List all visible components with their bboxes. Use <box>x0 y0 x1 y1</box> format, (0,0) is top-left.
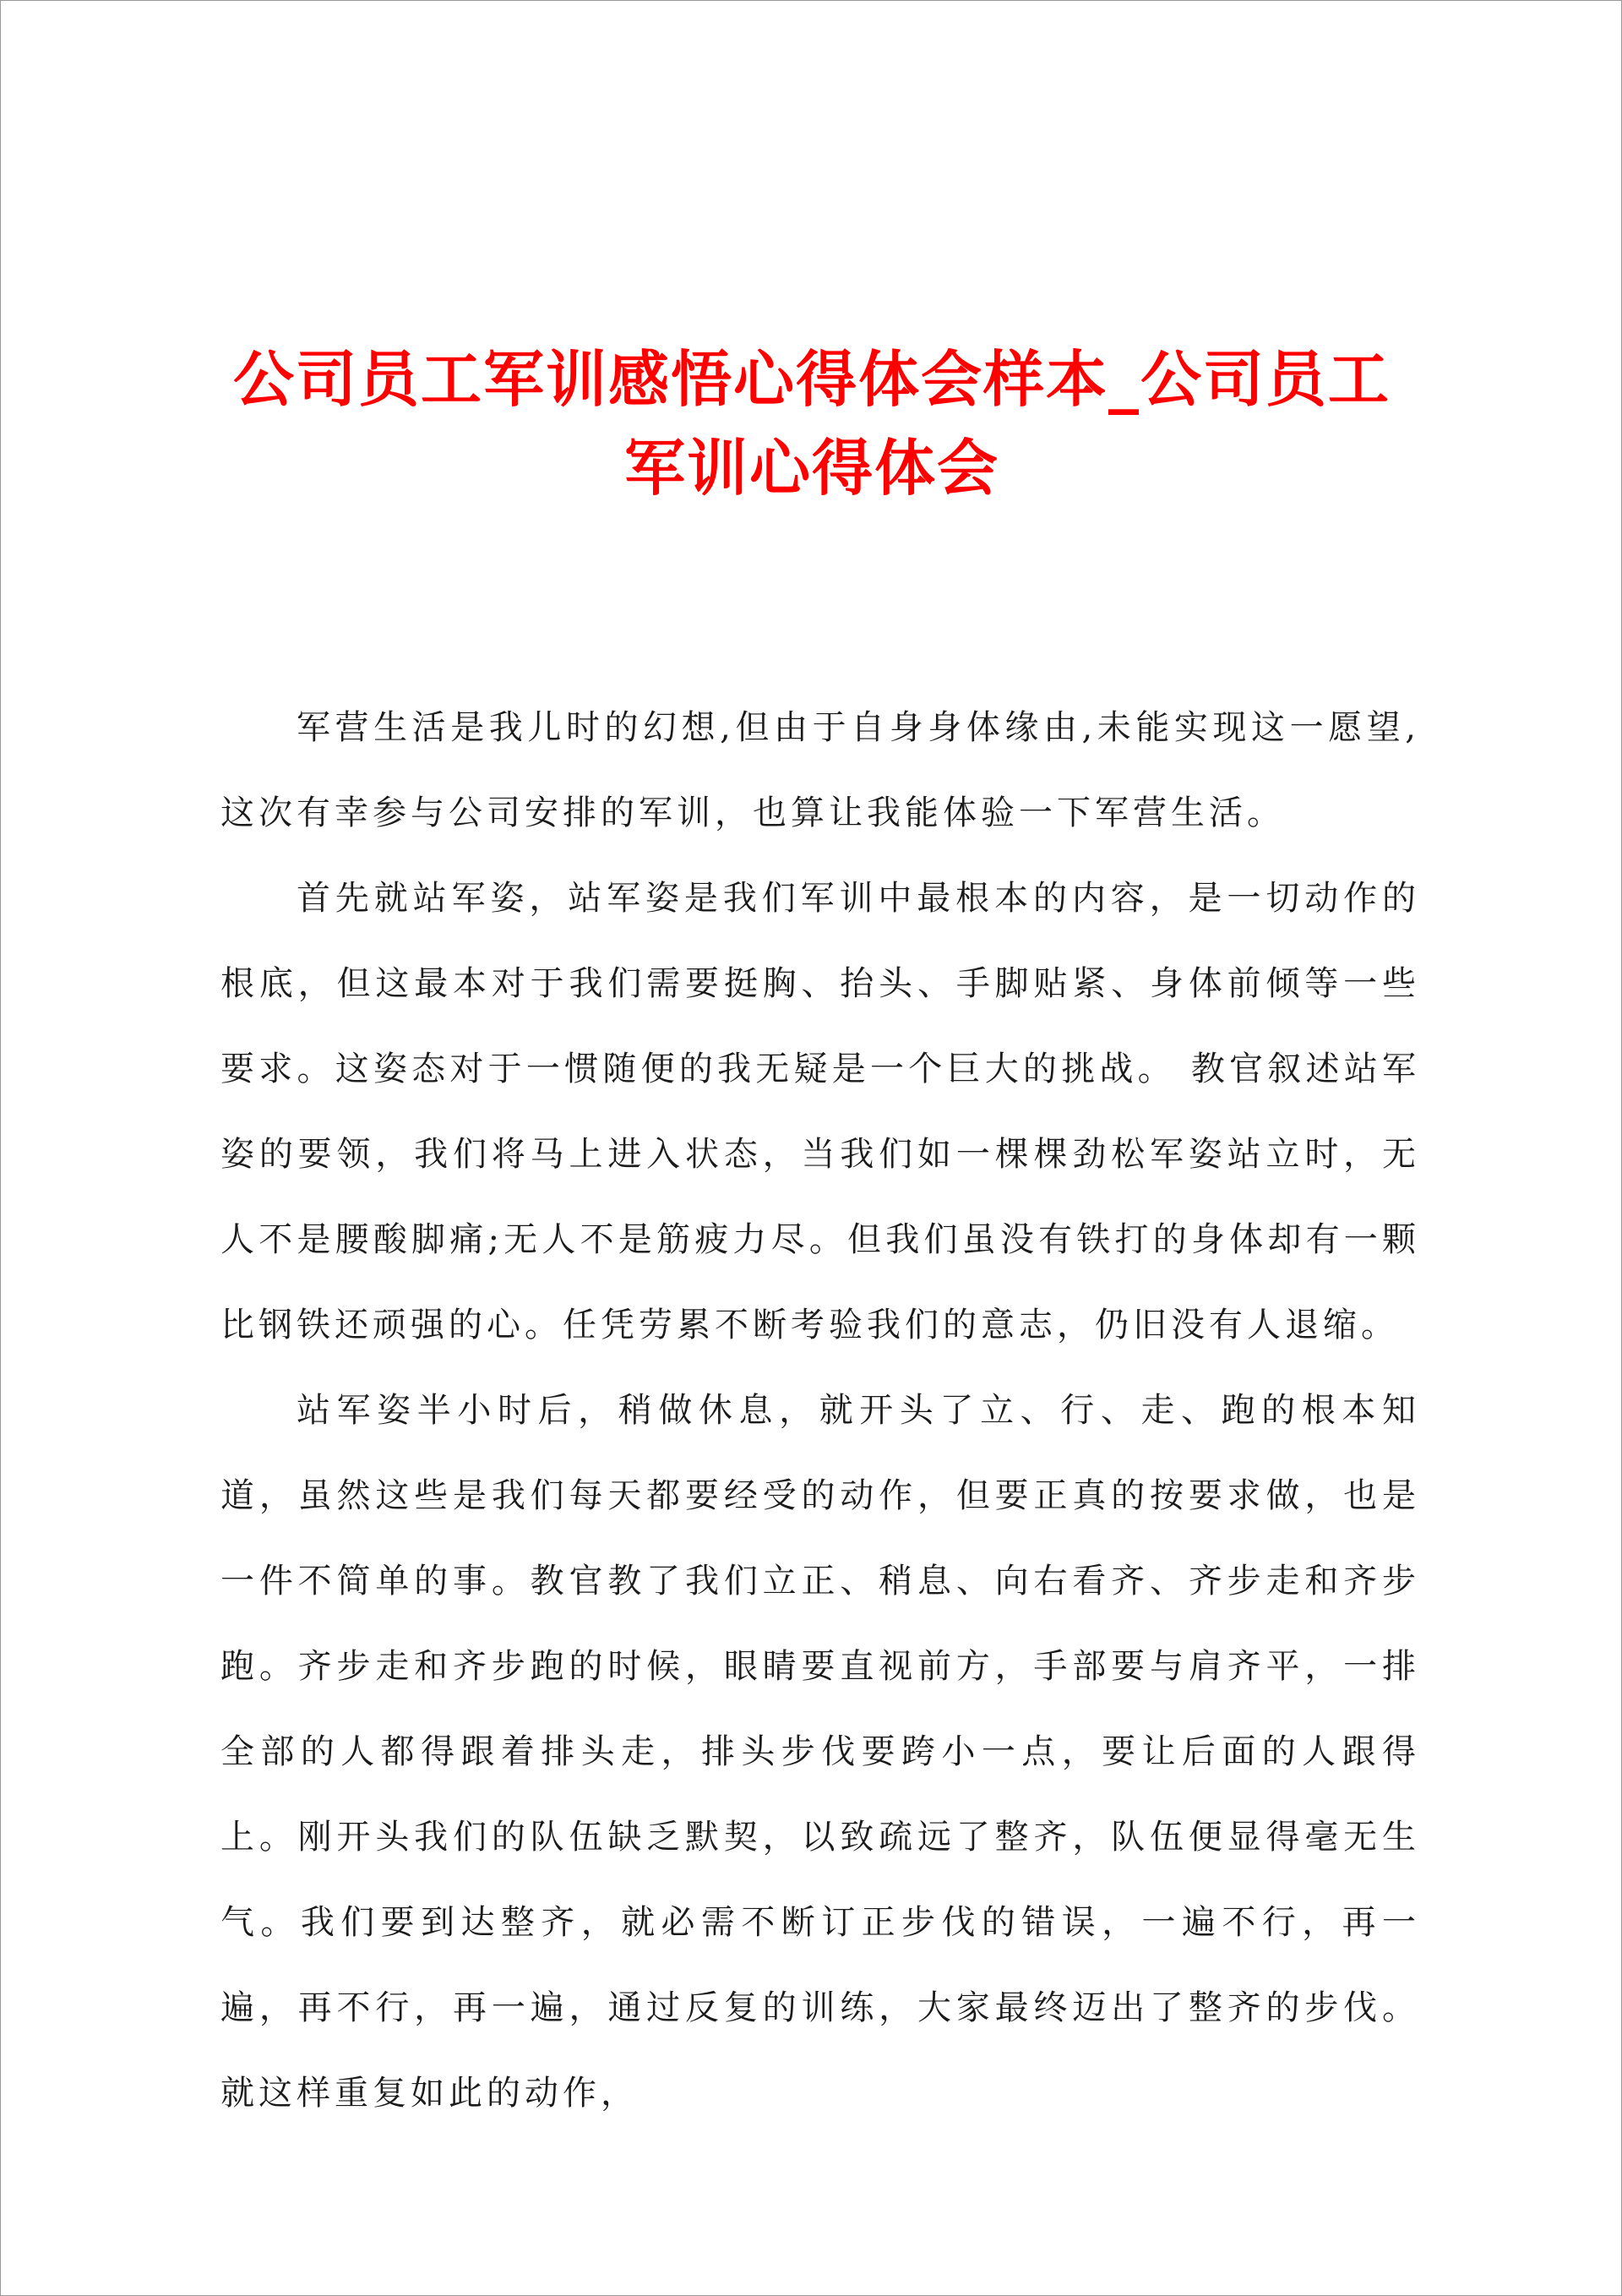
document-title: 公司员工军训感悟心得体会样本_公司员工军训心得体会 <box>232 343 1391 504</box>
document-body <box>220 685 1420 2136</box>
paragraph: 军营生活是我儿时的幻想,但由于自身身体缘由,未能实现这一愿望,这次有幸参与公司安排的军训，也算让我能体验一下军营生活。 <box>220 708 1420 832</box>
paragraph: 首先就站军姿，站军姿是我们军训中最根本的内容，是一切动作的根底，但这最本对于我们需要挺胸、抬头、手脚贴紧、身体前倾等一些要求。这姿态对于一惯随便的我无疑是一个巨大的挑战。 教官叙述站军姿的要领，我们将马上进入状态，当我们如一棵棵劲松军姿站立时，无人不是腰酸脚痛;无人不是筋疲力尽。但我们虽没有铁打的身体却有一颗比钢铁还顽强的心。任凭劳累不断考验我们的意志，仍旧没有人退缩。 <box>220 879 1420 1344</box>
paragraph: 站军姿半小时后，稍做休息，就开头了立、行、走、跑的根本知道，虽然这些是我们每天都要经受的动作，但要正真的按要求做，也是一件不简单的事。教官教了我们立正、稍息、向右看齐、齐步走和齐步跑。齐步走和齐步跑的时候，眼睛要直视前方，手部要与肩齐平，一排全部的人都得跟着排头走，排头步伐要跨小一点，要让后面的人跟得上。刚开头我们的队伍缺乏默契，以致疏远了整齐，队伍便显得毫无生气。我们要到达整齐，就必需不断订正步伐的错误，一遍不行，再一遍，再不行，再一遍，通过反复的训练，大家最终迈出了整齐的步伐。就这样重复如此的动作， <box>220 1391 1420 2113</box>
